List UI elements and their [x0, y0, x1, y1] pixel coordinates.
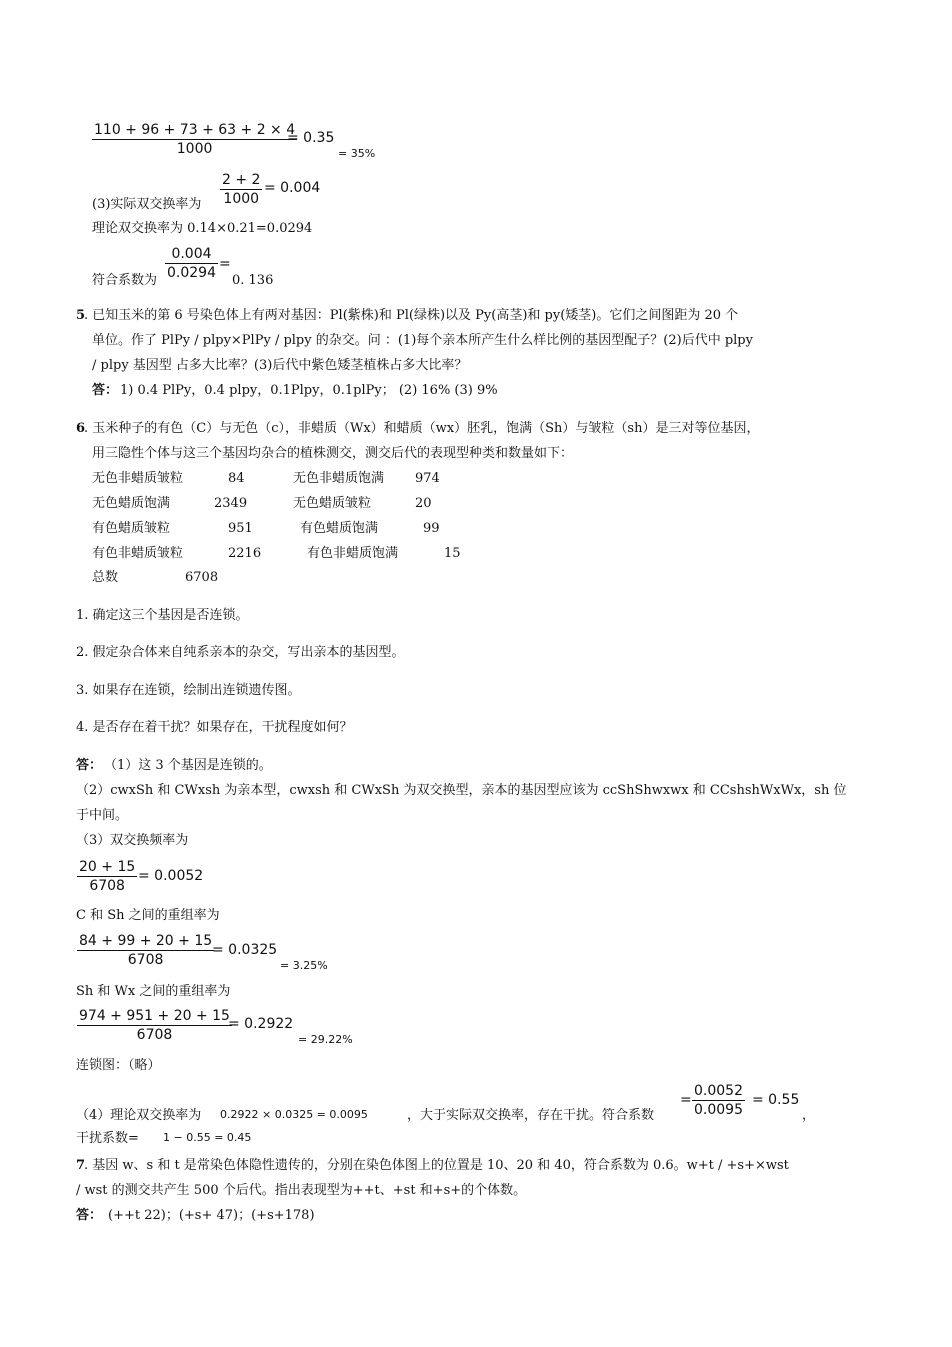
- phenotype-count: 84: [228, 471, 245, 486]
- phenotype-label: 有色蜡质皱粒: [92, 521, 171, 536]
- equals-value: = 0.0325: [212, 942, 278, 958]
- phenotype-label: 有色非蜡质皱粒: [92, 546, 184, 561]
- recombination-label: C 和 Sh 之间的重组率为: [76, 908, 220, 923]
- problem-line: . 基因 w、s 和 t 是常染色体隐性遗传的，分别在染色体图上的位置是 10、20 和 40，符合系数为 0.6。w+t / +s+×wst: [84, 1158, 789, 1173]
- theory-text: 理论双交换率为 0.14×0.21=0.0294: [92, 221, 313, 236]
- phenotype-count: 99: [423, 521, 440, 536]
- answer-3: （3）双交换频率为: [76, 833, 189, 848]
- equals-value: = 0.35: [287, 130, 335, 146]
- fraction-csh: [77, 932, 214, 969]
- coefficient-label: 符合系数为: [92, 273, 158, 288]
- problem-line: . 已知玉米的第 6 号染色体上有两对基因：Pl(紫株)和 Pl(绿株)以及 Py(高茎)和 py(矮茎)。它们之间图距为 20 个: [84, 308, 739, 323]
- problem-line: / plpy 基因型 占多大比率？(3)后代中紫色矮茎植株占多大比率？: [92, 358, 468, 373]
- answer-text: 1) 0.4 PlPy，0.4 plpy，0.1Plpy，0.1plPy； (2) 16% (3) 9%: [120, 383, 498, 398]
- total-label: 总数: [92, 570, 119, 585]
- phenotype-count: 951: [228, 521, 253, 536]
- phenotype-label: 有色蜡质饱满: [300, 521, 379, 536]
- answer-1: （1）这 3 个基因是连锁的。: [104, 758, 272, 773]
- recombination-label: Sh 和 Wx 之间的重组率为: [76, 984, 231, 999]
- problem-line: 用三隐性个体与这三个基因均杂合的植株测交，测交后代的表现型种类和数量如下：: [92, 446, 574, 461]
- phenotype-label: 无色蜡质饱满: [92, 496, 171, 511]
- equals-sign: =: [680, 1092, 692, 1108]
- question-2: 2. 假定杂合体来自纯系亲本的杂交，写出亲本的基因型。: [76, 645, 405, 660]
- fraction-denominator: 0.0095: [694, 1102, 743, 1118]
- equals-value: = 0.0052: [138, 868, 204, 884]
- fraction-shwx: [77, 1007, 232, 1044]
- fraction-numerator: 110 + 96 + 73 + 63 + 2 × 4: [94, 122, 296, 138]
- equals-value: = 0.2922: [228, 1016, 294, 1032]
- percent-value: = 29.22%: [298, 1033, 353, 1046]
- fraction-denominator: 0.0294: [167, 265, 216, 281]
- answer-label: 答：: [92, 383, 119, 398]
- fraction-2: [220, 171, 262, 208]
- answer-2-line: （2）cwxSh 和 CWxsh 为亲本型，cwxsh 和 CWxSh 为双交换型，亲本的基因型应该为 ccShShwxwx 和 CCshshWxWx，sh 位: [76, 783, 847, 798]
- question-3: 3. 如果存在连锁，绘制出连锁遗传图。: [76, 683, 301, 698]
- equals-value: = 0.55: [752, 1092, 800, 1108]
- fraction-numerator: 974 + 951 + 20 + 15: [79, 1008, 230, 1024]
- answer-label: 答：: [76, 1208, 103, 1223]
- punctuation: ，: [802, 1108, 816, 1123]
- problem-number: 5: [76, 308, 86, 323]
- problem-line: . 玉米种子的有色（C）与无色（c），非蜡质（Wx）和蜡质（wx）胚乳，饱满（Sh）与皱粒（sh）是三对等位基因，: [84, 421, 760, 436]
- phenotype-count: 15: [444, 546, 461, 561]
- total-value: 6708: [185, 570, 219, 585]
- double-crossover-label: (3)实际双交换率为: [92, 197, 202, 212]
- fraction-dco: [77, 858, 137, 895]
- fraction-denominator: 1000: [176, 141, 213, 157]
- percent-value: = 3.25%: [280, 959, 328, 972]
- answer-4-expression: 0.2922 × 0.0325 = 0.0095: [220, 1108, 368, 1121]
- interference-label: 干扰系数=: [76, 1131, 139, 1146]
- coefficient-value: 0. 136: [232, 273, 274, 288]
- fraction-numerator: 20 + 15: [79, 859, 136, 875]
- phenotype-label: 无色非蜡质饱满: [293, 471, 385, 486]
- answer-text: (++t 22)；(+s+ 47)；(+s+178): [108, 1208, 315, 1223]
- phenotype-count: 2216: [228, 546, 262, 561]
- answer-4-label: （4）理论双交换率为: [76, 1108, 202, 1123]
- fraction-3: [165, 245, 218, 282]
- problem-line: / wst 的测交共产生 500 个后代。指出表现型为++t、+st 和+s+的个体数。: [76, 1183, 527, 1198]
- problem-number: 6: [76, 421, 86, 436]
- percent-value: = 35%: [338, 147, 376, 160]
- phenotype-count: 2349: [214, 496, 248, 511]
- fraction-denominator: 1000: [223, 191, 260, 207]
- answer-4-text: ，大于实际双交换率，存在干扰。符合系数: [407, 1108, 655, 1123]
- fraction-coefficient: [692, 1082, 745, 1119]
- phenotype-label: 无色蜡质皱粒: [293, 496, 372, 511]
- fraction-denominator: 6708: [89, 878, 125, 894]
- problem-line: 单位。作了 PlPy / plpy×PlPy / plpy 的杂交。问 ：(1)每个亲本所产生什么样比例的基因型配子？(2)后代中 plpy: [92, 333, 753, 348]
- equals-value: = 0.004: [264, 180, 321, 196]
- fraction-numerator: 2 + 2: [222, 172, 261, 188]
- fraction-numerator: 0.0052: [694, 1083, 743, 1099]
- interference-expression: 1 − 0.55 = 0.45: [163, 1131, 252, 1144]
- question-4: 4. 是否存在着干扰？如果存在，干扰程度如何？: [76, 720, 353, 735]
- fraction-denominator: 6708: [136, 1027, 173, 1043]
- answer-2-line: 于中间。: [76, 808, 129, 823]
- equals-sign: =: [219, 256, 231, 272]
- problem-number: 7: [76, 1158, 86, 1173]
- phenotype-count: 974: [415, 471, 440, 486]
- answer-label: 答：: [76, 758, 103, 773]
- phenotype-label: 无色非蜡质皱粒: [92, 471, 184, 486]
- question-1: 1. 确定这三个基因是否连锁。: [76, 608, 249, 623]
- phenotype-count: 20: [415, 496, 432, 511]
- linkage-map-text: 连锁图：（略）: [76, 1058, 161, 1073]
- fraction-1: [92, 121, 297, 158]
- fraction-numerator: 84 + 99 + 20 + 15: [79, 933, 213, 949]
- phenotype-label: 有色非蜡质饱满: [307, 546, 399, 561]
- fraction-numerator: 0.004: [165, 245, 218, 264]
- fraction-denominator: 6708: [127, 952, 164, 968]
